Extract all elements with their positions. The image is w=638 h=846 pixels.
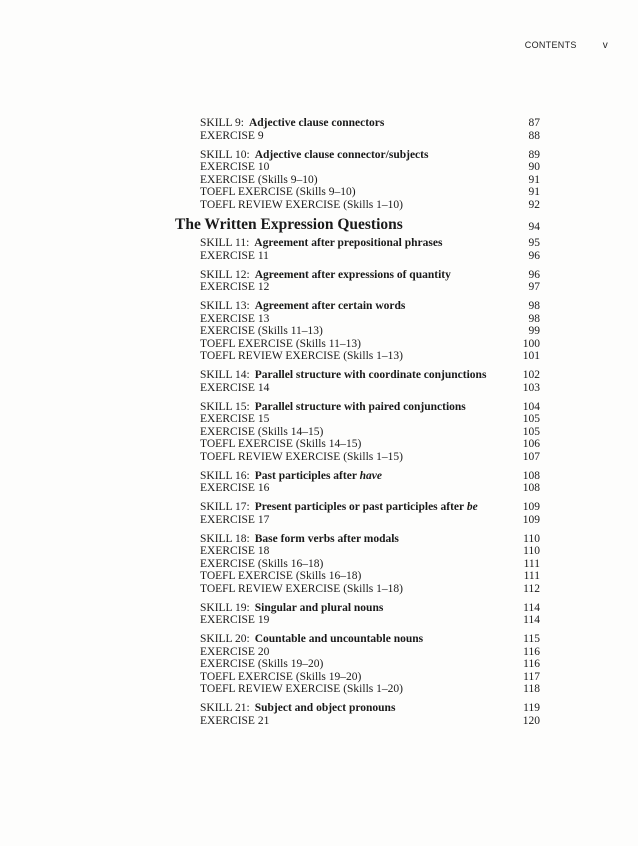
skill-title-emphasis: have	[359, 469, 382, 482]
toc-entry-skill-10[interactable]	[0, 149, 638, 162]
skill-title: Agreement after prepositional phrases	[254, 237, 443, 249]
skill-title: Adjective clause connector/subjects	[254, 148, 429, 161]
page-number: 109	[522, 501, 540, 513]
toc-entry-exercise[interactable]	[0, 281, 638, 294]
page-number: 110	[523, 545, 540, 557]
page-number: 105	[522, 413, 540, 425]
entry-label: EXERCISE 10	[200, 161, 270, 173]
entry-label: TOEFL REVIEW EXERCISE (Skills 1–15)	[200, 450, 403, 463]
page-number: 117	[523, 670, 540, 683]
toc-entry-exercise[interactable]	[0, 161, 638, 174]
page-number: 116	[523, 645, 540, 658]
toc-entry-exercise[interactable]	[0, 313, 638, 326]
page-number: 96	[528, 268, 540, 281]
page-number: 100	[522, 337, 540, 350]
toc-entry-exercise[interactable]	[0, 658, 638, 671]
page-number: 114	[523, 614, 540, 626]
page-number: 95	[528, 237, 540, 249]
page-number: 89	[528, 148, 540, 161]
entry-label: EXERCISE 19	[200, 614, 270, 626]
toc-entry-skill-18[interactable]	[0, 533, 638, 546]
skill-code: SKILL 16:	[200, 469, 250, 482]
skill-title: Parallel structure with paired conjunctions	[254, 400, 466, 413]
entry-label: EXERCISE 20	[200, 645, 270, 658]
entry-label: EXERCISE (Skills 11–13)	[200, 325, 323, 337]
skill-code: SKILL 18:	[200, 532, 250, 545]
toc-entry-skill-9[interactable]	[0, 117, 638, 130]
page-number: 114	[523, 601, 540, 614]
page-number: 101	[522, 350, 540, 362]
toc-entry-toefl-review[interactable]	[0, 350, 638, 363]
toc-entry-toefl-exercise[interactable]	[0, 438, 638, 451]
page-number: 108	[522, 482, 540, 494]
entry-label: EXERCISE 21	[200, 714, 270, 727]
entry-label: EXERCISE 11	[200, 249, 269, 262]
toc-entry-exercise[interactable]	[0, 382, 638, 395]
entry-label: TOEFL REVIEW EXERCISE (Skills 1–18)	[200, 582, 403, 595]
page-number: 120	[522, 714, 540, 727]
page-number: 107	[522, 450, 540, 463]
page-number: 116	[523, 658, 540, 670]
toc-entry-exercise[interactable]	[0, 325, 638, 338]
skill-code: SKILL 9:	[200, 117, 244, 129]
running-header	[525, 40, 608, 51]
entry-label: EXERCISE 9	[200, 129, 264, 142]
skill-title-emphasis: be	[466, 501, 478, 513]
skill-code: SKILL 21:	[200, 702, 250, 714]
skill-code: SKILL 12:	[200, 268, 250, 281]
toc-entry-toefl-review[interactable]	[0, 451, 638, 464]
skill-title: Agreement after certain words	[254, 300, 406, 312]
toc-entry-skill-16[interactable]	[0, 470, 638, 483]
toc-entry-exercise[interactable]	[0, 413, 638, 426]
entry-label: TOEFL REVIEW EXERCISE (Skills 1–10)	[200, 198, 403, 211]
entry-label: EXERCISE 18	[200, 545, 270, 557]
page-number: 111	[523, 570, 540, 582]
entry-label: TOEFL EXERCISE (Skills 11–13)	[200, 337, 361, 350]
entry-label: TOEFL EXERCISE (Skills 19–20)	[200, 670, 362, 683]
toc-entry-exercise[interactable]	[0, 426, 638, 439]
skill-title: Countable and uncountable nouns	[254, 633, 424, 645]
skill-title: Base form verbs after modals	[254, 532, 399, 545]
toc-entry-skill-15[interactable]	[0, 401, 638, 414]
skill-code: SKILL 11:	[200, 237, 250, 249]
page-number: 105	[522, 425, 540, 438]
entry-label: EXERCISE 15	[200, 413, 270, 425]
page-number: 96	[528, 249, 540, 262]
entry-label: TOEFL EXERCISE (Skills 9–10)	[200, 186, 356, 198]
skill-title: Agreement after expressions of quantity	[254, 268, 451, 281]
page-number: 104	[522, 400, 540, 413]
page-number: 108	[522, 469, 540, 482]
toc-entry-skill-14[interactable]	[0, 369, 638, 382]
toc-entry-exercise[interactable]	[0, 250, 638, 263]
toc-entry-skill-13[interactable]	[0, 300, 638, 313]
entry-label: TOEFL REVIEW EXERCISE (Skills 1–20)	[200, 683, 403, 695]
skill-code: SKILL 19:	[200, 601, 250, 614]
entry-label: EXERCISE (Skills 16–18)	[200, 557, 324, 570]
toc-entry-skill-12[interactable]	[0, 269, 638, 282]
page-number: 91	[528, 173, 540, 186]
page-number: 106	[522, 438, 540, 450]
page-numeral: v	[602, 40, 608, 51]
toc-entry-exercise[interactable]	[0, 482, 638, 495]
page-number: 102	[522, 369, 540, 381]
entry-label: EXERCISE (Skills 14–15)	[200, 425, 324, 438]
toc-entry-exercise[interactable]	[0, 614, 638, 627]
entry-label: EXERCISE 16	[200, 482, 270, 494]
page-number: 92	[528, 198, 540, 211]
entry-label: EXERCISE (Skills 9–10)	[200, 173, 318, 186]
entry-label: EXERCISE (Skills 19–20)	[200, 658, 324, 670]
toc-entry-exercise[interactable]	[0, 646, 638, 659]
page-number: 119	[523, 702, 540, 714]
page-number: 88	[528, 129, 540, 142]
page-number: 109	[522, 513, 540, 526]
skill-title: Singular and plural nouns	[254, 601, 384, 614]
page-number: 103	[522, 381, 540, 394]
page-number: 118	[523, 683, 540, 695]
page-number: 90	[528, 161, 540, 173]
skill-code: SKILL 20:	[200, 633, 250, 645]
running-header-label: CONTENTS	[524, 40, 577, 50]
skill-title: Adjective clause connectors	[248, 117, 385, 129]
toc-entry-exercise[interactable]	[0, 514, 638, 527]
toc-entry-exercise[interactable]	[0, 130, 638, 143]
toc-entry-toefl-review[interactable]	[0, 583, 638, 596]
table-of-contents	[0, 117, 638, 727]
toc-entry-toefl-exercise[interactable]	[0, 570, 638, 583]
toc-entry-toefl-exercise[interactable]	[0, 671, 638, 684]
skill-title: Subject and object pronouns	[254, 702, 396, 714]
entry-label: EXERCISE 12	[200, 281, 270, 293]
page-number: 91	[528, 186, 540, 198]
skill-code: SKILL 15:	[200, 400, 250, 413]
page-number: 97	[528, 281, 540, 293]
toc-entry-toefl-review[interactable]	[0, 683, 638, 696]
toc-entry-toefl-exercise[interactable]	[0, 186, 638, 199]
entry-label: EXERCISE 17	[200, 513, 270, 526]
toc-entry-skill-19[interactable]	[0, 602, 638, 615]
skill-title: Parallel structure with coordinate conjunctions	[254, 369, 487, 381]
toc-entry-toefl-review[interactable]	[0, 199, 638, 212]
skill-code: SKILL 17:	[200, 501, 250, 513]
toc-entry-exercise[interactable]	[0, 715, 638, 728]
page-number: 111	[523, 557, 540, 570]
toc-section-heading[interactable]	[0, 214, 638, 236]
page-number: 99	[528, 325, 540, 337]
entry-label: TOEFL EXERCISE (Skills 16–18)	[200, 570, 362, 582]
skill-code: SKILL 14:	[200, 369, 250, 381]
entry-label: TOEFL REVIEW EXERCISE (Skills 1–13)	[200, 350, 403, 362]
toc-entry-exercise[interactable]	[0, 558, 638, 571]
skill-title: Present participles or past participles after	[254, 501, 464, 513]
skill-code: SKILL 10:	[200, 148, 250, 161]
skill-title: Past participles after	[254, 469, 357, 482]
toc-entry-toefl-exercise[interactable]	[0, 338, 638, 351]
toc-entry-skill-11[interactable]	[0, 237, 638, 250]
page-number: 115	[523, 633, 540, 645]
page-number: 112	[523, 582, 540, 595]
toc-entry-exercise[interactable]	[0, 545, 638, 558]
toc-entry-skill-20[interactable]	[0, 633, 638, 646]
page-number: 98	[528, 312, 540, 325]
page-number: 87	[528, 117, 540, 129]
section-title: The Written Expression Questions	[175, 216, 403, 233]
toc-entry-skill-17[interactable]	[0, 501, 638, 514]
entry-label: EXERCISE 13	[200, 312, 270, 325]
entry-label: EXERCISE 14	[200, 381, 270, 394]
page-number: 98	[528, 300, 540, 312]
entry-label: TOEFL EXERCISE (Skills 14–15)	[200, 438, 362, 450]
page-number: 110	[523, 532, 540, 545]
toc-entry-skill-21[interactable]	[0, 702, 638, 715]
toc-entry-exercise[interactable]	[0, 174, 638, 187]
page-number: 94	[528, 221, 540, 233]
skill-code: SKILL 13:	[200, 300, 250, 312]
